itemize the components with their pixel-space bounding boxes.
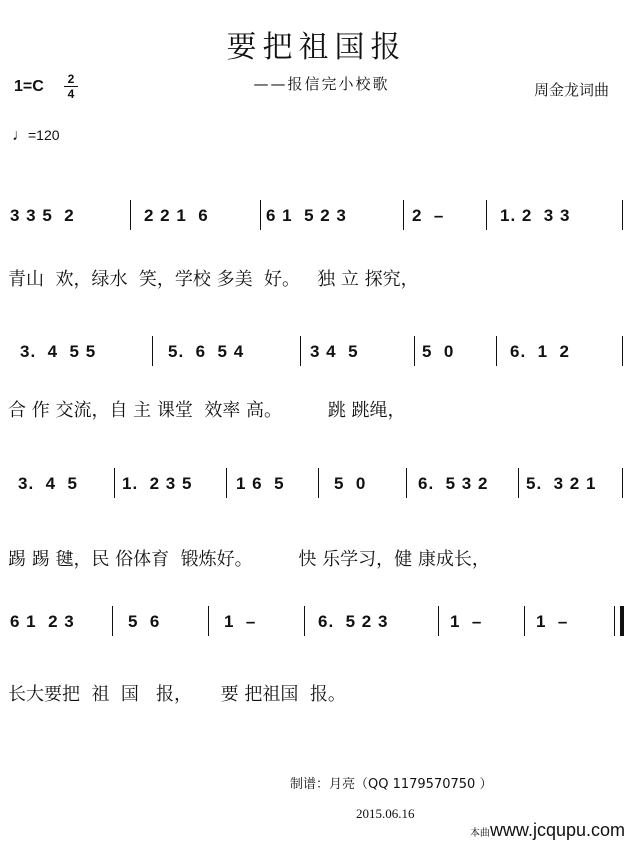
measure: 1 6 5 [236, 474, 285, 493]
music-system-4 [8, 606, 630, 638]
watermark-site: www.jcqupu.com [489, 820, 625, 840]
measure: 5. 6 5 4 [168, 342, 245, 361]
measure: 6 1 2 3 [10, 612, 75, 631]
barline [208, 606, 209, 636]
final-barline-thick [620, 606, 624, 636]
barline [300, 336, 301, 366]
lyrics-line-3: 踢 踢 毽，民 俗体育 锻炼好。 快 乐学习，健 康成长， [8, 549, 490, 570]
tempo-marking [12, 127, 60, 145]
measure: 6 1 5 2 3 [266, 206, 347, 225]
measure: 3 4 5 [310, 342, 359, 361]
time-signature-bottom: 4 [64, 86, 78, 101]
measure: 1 – [536, 612, 569, 631]
measure: 5 0 [334, 474, 367, 493]
music-system-2 [8, 336, 630, 368]
transcription-date: 2015.06.16 [356, 806, 415, 821]
barline [438, 606, 439, 636]
quarter-note-icon: ♩ [12, 127, 28, 144]
barline [622, 336, 623, 366]
measure: 3. 4 5 5 [20, 342, 97, 361]
measure: 2 – [412, 206, 445, 225]
barline [403, 200, 404, 230]
site-watermark [470, 820, 625, 841]
measure: 1 – [450, 612, 483, 631]
barline [414, 336, 415, 366]
barline [114, 468, 115, 498]
music-system-1 [8, 200, 630, 232]
final-barline-thin [614, 606, 615, 636]
barline [226, 468, 227, 498]
barline [130, 200, 131, 230]
lyrics-line-1: 青山 欢，绿水 笑，学校 多美 好。 独 立 探究， [8, 269, 419, 290]
measure: 5 6 [128, 612, 161, 631]
measure: 5 0 [422, 342, 455, 361]
measure: 6. 5 2 3 [318, 612, 389, 631]
tempo-value: =120 [28, 127, 60, 143]
barline [622, 200, 623, 230]
measure: 6. 1 2 [510, 342, 570, 361]
time-signature [64, 72, 78, 101]
measure: 3. 4 5 [18, 474, 78, 493]
measure: 1 – [224, 612, 257, 631]
barline [152, 336, 153, 366]
barline [622, 468, 623, 498]
song-subtitle: ——报信完小校歌 [253, 75, 390, 93]
key-signature: 1=C [14, 78, 44, 95]
lyrics-line-4: 长大要把 祖 国 报， 要 把祖国 报。 [8, 684, 346, 705]
barline [486, 200, 487, 230]
barline [112, 606, 113, 636]
lyrics-line-2: 合 作 交流，自 主 课堂 效率 高。 跳 跳绳， [8, 400, 406, 421]
barline [524, 606, 525, 636]
measure: 5. 3 2 1 [526, 474, 597, 493]
time-signature-top: 2 [67, 72, 75, 86]
barline [304, 606, 305, 636]
music-system-3 [8, 468, 630, 500]
measure: 3 3 5 2 [10, 206, 75, 225]
measure: 6. 5 3 2 [418, 474, 489, 493]
measure: 2 2 1 6 [144, 206, 209, 225]
measure: 1. 2 3 3 [500, 206, 571, 225]
barline [260, 200, 261, 230]
barline [496, 336, 497, 366]
transcriber-credit: 制谱：月亮（QQ 1179570750 ） [290, 777, 493, 792]
barline [318, 468, 319, 498]
song-title: 要把祖国报 [226, 30, 407, 65]
barline [518, 468, 519, 498]
watermark-prefix: 本曲 [469, 828, 490, 839]
composer-credit: 周金龙词曲 [533, 81, 609, 99]
measure: 1. 2 3 5 [122, 474, 193, 493]
barline [406, 468, 407, 498]
